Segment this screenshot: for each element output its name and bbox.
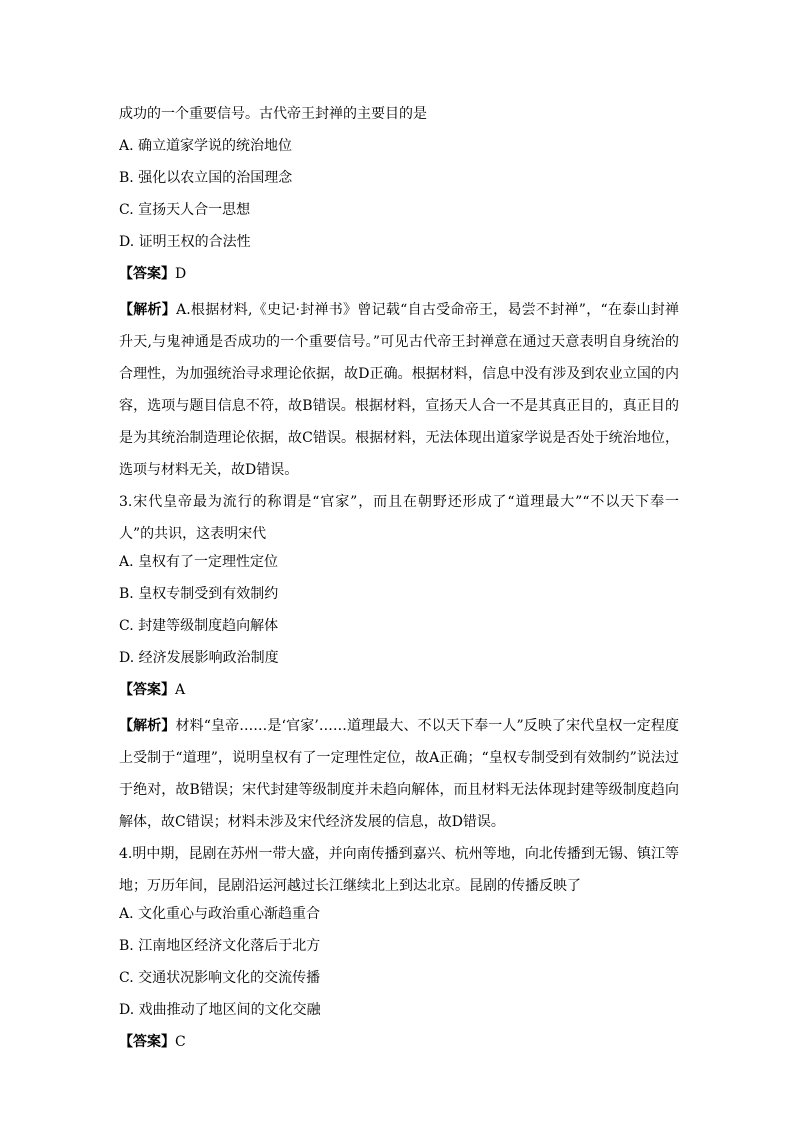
- analysis-paragraph: [119, 710, 679, 838]
- answer-value: C: [175, 1034, 186, 1050]
- option-c: C. 宣扬天人合一思想: [119, 202, 251, 218]
- question-stem: 成功的一个重要信号。古代帝王封禅的主要目的是: [119, 106, 427, 122]
- option-b: B. 强化以农立国的治国理念: [119, 170, 293, 186]
- analysis-label: 【解析】: [119, 718, 176, 734]
- option-d: D. 经济发展影响政治制度: [119, 650, 279, 666]
- option-a: A. 确立道家学说的统治地位: [119, 138, 293, 154]
- option-d: D. 戏曲推动了地区间的文化交融: [119, 1002, 321, 1018]
- answer-line: [119, 678, 679, 710]
- analysis-paragraph: [119, 294, 679, 486]
- option-b: B. 江南地区经济文化落后于北方: [119, 938, 321, 954]
- document-content: [119, 102, 679, 1062]
- option-c: C. 封建等级制度趋向解体: [119, 618, 279, 634]
- question-stem: 3.宋代皇帝最为流行的称谓是“官家”，而且在朝野还形成了“道理最大”“不以天下奉一人”的共识，这表明宋代: [119, 494, 679, 542]
- answer-value: D: [175, 266, 187, 282]
- answer-value: A: [175, 682, 186, 698]
- answer-label: 【答案】: [119, 266, 175, 282]
- option-b: B. 皇权专制受到有效制约: [119, 586, 279, 602]
- answer-line: [119, 1030, 679, 1062]
- analysis-label: 【解析】: [119, 302, 177, 318]
- option-a: A. 文化重心与政治重心渐趋重合: [119, 906, 321, 922]
- analysis-text: 材料“皇帝……是‘官家’……道理最大、不以天下奉一人”反映了宋代皇权一定程度上受制于“道理”，说明皇权有了一定理性定位，故A正确；“皇权专制受到有效制约”说法过于绝对，故B错误；宋代封建等级制度并未趋向解体，而且材料无法体现封建等级制度趋向解体，故C错误；材料未涉及宋代经济发展的信息，故D错误。: [119, 718, 680, 830]
- answer-label: 【答案】: [119, 1034, 175, 1050]
- option-a: A. 皇权有了一定理性定位: [119, 554, 279, 570]
- analysis-text: A.根据材料,《史记·封禅书》曾记载“自古受命帝王，曷尝不封禅”，“在泰山封禅升天,与鬼神通是否成功的一个重要信号。”可见古代帝王封禅意在通过天意表明自身统治的合理性，为加强统治寻求理论依据，故D正确。根据材料，信息中没有涉及到农业立国的内容，选项与题目信息不符，故B错误。根据材料，宣扬天人合一不是其真正目的，真正目的是为其统治制造理论依据，故C错误。根据材料，无法体现出道家学说是否处于统治地位，选项与材料无关，故D错误。: [119, 302, 680, 478]
- question-stem: 4.明中期，昆剧在苏州一带大盛，并向南传播到嘉兴、杭州等地，向北传播到无锡、镇江等地；万历年间，昆剧沿运河越过长江继续北上到达北京。昆剧的传播反映了: [119, 846, 679, 894]
- option-c: C. 交通状况影响文化的交流传播: [119, 970, 321, 986]
- answer-label: 【答案】: [119, 682, 175, 698]
- option-d: D. 证明王权的合法性: [119, 234, 251, 250]
- answer-line: [119, 262, 679, 294]
